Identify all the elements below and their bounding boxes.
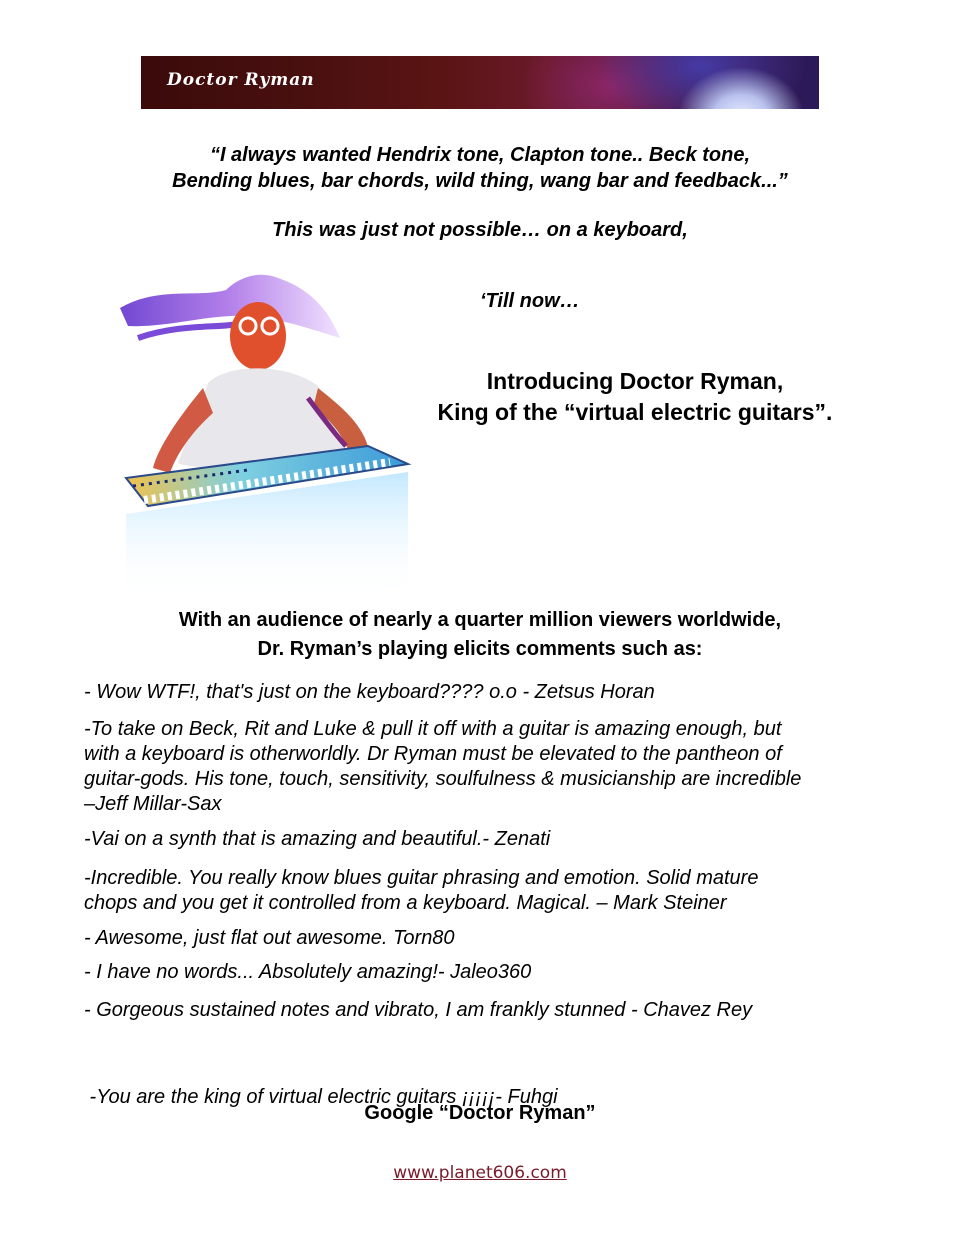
comment-line: –Jeff Millar-Sax: [84, 793, 222, 815]
google-search-prompt: Google “Doctor Ryman”: [364, 1102, 596, 1124]
audience-statement: [0, 606, 960, 664]
comment-item: [84, 680, 884, 705]
impossible-line: This was just not possible… on a keyboard,: [272, 219, 688, 241]
comment-line: chops and you get it controlled from a keyboard. Magical. – Mark Steiner: [84, 892, 727, 914]
banner-title: Doctor Ryman: [167, 70, 315, 90]
comment-line: with a keyboard is otherworldly. Dr Ryman must be elevated to the pantheon of: [84, 743, 782, 765]
till-now-text: ‘Till now…: [480, 290, 580, 312]
comment-line: - Awesome, just flat out awesome. Torn80: [84, 927, 455, 949]
website-link[interactable]: [0, 1163, 960, 1183]
comment-line: -Vai on a synth that is amazing and beautiful.- Zenati: [84, 828, 551, 850]
comment-item: [84, 866, 884, 916]
website-link-text[interactable]: www.planet606.com: [393, 1163, 567, 1183]
comment-line: guitar-gods. His tone, touch, sensitivity, soulfulness & musicianship are incredible: [84, 768, 802, 790]
header-banner: [141, 56, 819, 109]
comment-item: [84, 926, 884, 951]
intro-line-1: Introducing Doctor Ryman,: [486, 368, 784, 394]
opening-quote: [0, 142, 960, 194]
introduction-heading: [415, 366, 855, 428]
comment-item: [84, 960, 884, 985]
audience-line-1: With an audience of nearly a quarter million viewers worldwide,: [178, 609, 782, 631]
comment-item: [84, 1035, 884, 1160]
comment-line: -To take on Beck, Rit and Luke & pull it off with a guitar is amazing enough, but: [84, 718, 782, 740]
audience-line-2: Dr. Ryman’s playing elicits comments such as:: [257, 638, 703, 660]
comment-line: -Incredible. You really know blues guitar phrasing and emotion. Solid mature: [84, 867, 759, 889]
comment-line: -You are the king of virtual electric guitars ¡¡¡¡¡- Fuhgi: [84, 1086, 558, 1108]
quote-line-1: “I always wanted Hendrix tone, Clapton tone.. Beck tone,: [209, 144, 751, 166]
quote-line-2: Bending blues, bar chords, wild thing, wang bar and feedback...”: [172, 170, 788, 192]
comment-line: - Gorgeous sustained notes and vibrato, I am frankly stunned - Chavez Rey: [84, 999, 753, 1021]
comment-item: [84, 827, 884, 852]
keyboard-player-illustration: [108, 268, 418, 598]
comment-line: - Wow WTF!, that's just on the keyboard???? o.o - Zetsus Horan: [84, 681, 655, 703]
comment-item: [84, 717, 884, 817]
intro-line-2: King of the “virtual electric guitars”.: [437, 399, 833, 425]
comment-item: [84, 998, 884, 1023]
comment-line: - I have no words... Absolutely amazing!- Jaleo360: [84, 961, 532, 983]
